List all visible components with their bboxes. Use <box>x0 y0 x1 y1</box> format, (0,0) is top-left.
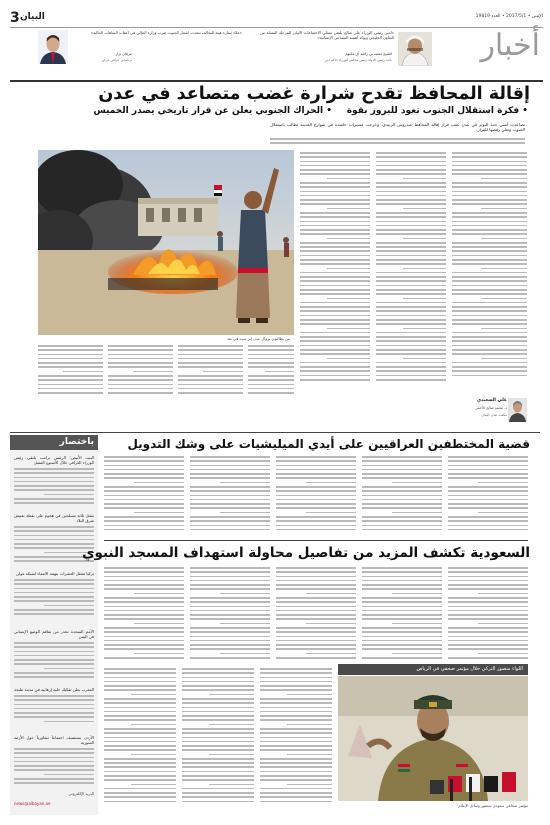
lead-photo <box>38 150 294 335</box>
third-column-1 <box>104 567 184 663</box>
lead-headline: إقالة المحافظ تقدح شرارة غضب متصاعد في عدن <box>98 84 530 104</box>
sidebar-item-body <box>14 748 94 788</box>
left-quote: «علاء ستارة هيئة للتحالف تتحدث أشعار الجنوب ضرب وزارة الحالي في أعقاب المتاهات الحالية» <box>90 31 242 35</box>
columnist-name: علي السعيدي <box>477 398 507 403</box>
sidebar-item-text: الأردن يستضيف اجتماعاً تشاورياً حول الأزمة السورية <box>14 735 94 745</box>
third-column-5 <box>448 567 528 663</box>
sidebar-item-3 <box>14 571 94 619</box>
author-portrait-left <box>38 30 68 64</box>
second-column-5 <box>448 456 528 536</box>
lead-intro: تصاعدت أمس حدة التوتر في عدن عقب قرار إقالة المحافظ عيدروس الزبيدي، وخرجت مسيرات حاشدة في شوارع المدينة تطالب باستقلال الجنوب وتعلن رفضها للقرار. <box>270 122 525 132</box>
lead-column-7 <box>248 345 294 397</box>
author-left-name: عرفان نزار <box>115 52 132 56</box>
sidebar-item-text: تركيا تعتقل العشرات بتهمة الانتماء لشبكة غولن <box>15 571 94 576</box>
author-left-title: برنامجي حرافي عرض <box>101 58 132 62</box>
lead-column-6 <box>178 345 243 397</box>
third-column-3 <box>276 567 356 663</box>
third-column-6 <box>104 668 176 808</box>
page-number: 3 <box>10 10 20 26</box>
sidebar-item-body <box>14 468 94 508</box>
second-column-4 <box>362 456 442 536</box>
columnist-portrait <box>508 398 527 422</box>
third-column-2 <box>190 567 270 663</box>
author-portrait-right <box>398 32 432 66</box>
third-headline: السعودية تكشف المزيد من تفاصيل محاولة استهداف المسجد النبوي <box>82 545 530 561</box>
section-title: أخبار <box>480 28 540 63</box>
second-headline: قضية المختطفين العراقيين على أيدي الميليشيات على وشك التدويل <box>127 437 530 451</box>
lead-column-3 <box>452 152 527 392</box>
page-header <box>10 12 543 67</box>
lead-column-4 <box>38 345 103 397</box>
author-right-title: نائب رئيس الدولة رئيس مجلس الوزراء حاكم دبي <box>324 58 392 62</box>
section-rule-1 <box>10 432 540 433</box>
header-rule <box>10 27 543 28</box>
sidebar-item-body <box>14 695 94 725</box>
second-column-3 <box>276 456 356 536</box>
sidebar-email[interactable]: news@albayan.ae <box>14 801 51 806</box>
sidebar-item-body <box>14 579 94 619</box>
second-column-2 <box>190 456 270 536</box>
sidebar-email-label: البريد الإلكتروني <box>68 791 94 796</box>
sidebar-item-5 <box>14 687 94 725</box>
columnist-title: د. محمد صالح الأحمر <box>475 406 507 410</box>
sidebar-item-6 <box>14 735 94 788</box>
sidebar-item-text: المغرب يعلن تفكيك خلية إرهابية في مدينة طنجة <box>14 687 94 692</box>
sidebar <box>10 435 98 815</box>
sidebar-item-body <box>14 642 94 682</box>
sidebar-item-1 <box>14 455 94 508</box>
second-column-1 <box>104 456 184 536</box>
lead-column-2 <box>376 152 446 397</box>
sidebar-item-text: مقتل ثلاثة مسلحين في هجوم على نقطة تفتيش شرق البلاد <box>14 513 94 523</box>
header-bottom-rule <box>10 80 543 82</box>
date-line: الإثنين • 2017/5/1 • العدد 19819 <box>475 14 543 19</box>
third-photo <box>338 676 528 801</box>
publication-logo: البيان <box>20 12 45 22</box>
sidebar-heading: باختصار <box>10 435 98 450</box>
columnist-box <box>452 395 527 429</box>
sidebar-item-text: البيت الأبيض: الرئيس ترامب يلتقي رئيس الوزراء العراقي خلال الأسبوع المقبل <box>14 455 94 465</box>
lead-column-1 <box>300 152 370 397</box>
sidebar-item-text: الأمم المتحدة تحذر من تفاقم الوضع الإنساني في اليمن <box>14 629 94 639</box>
third-photo-caption: مؤتمر صحافي سعودي بحضور وسائل الإعلام <box>458 803 528 808</box>
third-column-7 <box>182 668 254 808</box>
columnist-note: مكتب عدن البيان <box>481 413 507 417</box>
lead-photo-caption: من يطالبون بزوال عدن إثر عبث في بعد <box>227 336 290 341</box>
third-column-4 <box>362 567 442 663</box>
page-number-badge <box>10 12 44 26</box>
lead-subheadline-2: • الحراك الجنوبي يعلن عن قرار تاريخي يصدر الخميس <box>93 106 332 116</box>
lead-column-5 <box>108 345 173 397</box>
third-photo-banner: اللواء منصور التركي خلال مؤتمر صحفي في الرياض <box>338 664 528 675</box>
third-column-8 <box>260 668 332 808</box>
lead-subheadline-1: • فكرة استقلال الجنوب تعود للبروز بقوة <box>346 106 528 116</box>
top-quote: «أمين رئيس الوزراء علي صالح يلتقي ممثلي الاجتماعات الأولى للمرحلة المقبلة من التعاون الخليجي ويؤكد أهمية المساعي الإنسانية» <box>260 31 394 40</box>
sidebar-item-4 <box>14 629 94 682</box>
section-rule-2 <box>104 540 528 541</box>
author-right-name: الشيخ محمد بن راشد آل مكتوم <box>345 52 392 56</box>
lead-intro-continuation <box>270 138 525 148</box>
